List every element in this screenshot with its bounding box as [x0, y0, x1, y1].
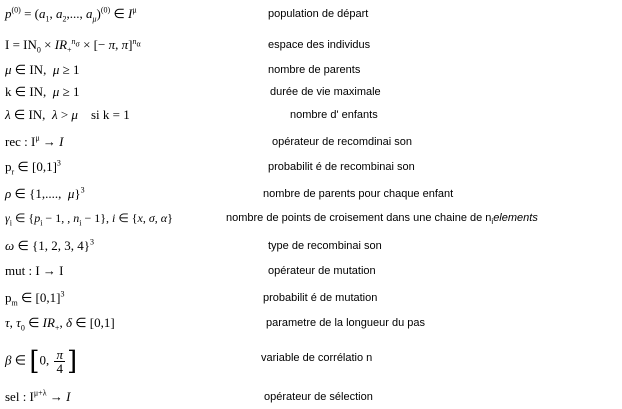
definition-row — [0, 82, 622, 102]
formula: $p_r$ ∈ $[0,1]^3$ — [5, 158, 61, 177]
description: espace des individus — [268, 39, 371, 51]
description: nombre de parents pour chaque enfant — [263, 188, 454, 200]
description: opérateur de mutation — [268, 265, 376, 277]
formula: β ∈ [0, $\frac{\pi}{4}$ ] — [5, 346, 78, 377]
description: type de recombinai son — [268, 240, 382, 252]
definition-row — [0, 346, 622, 377]
definition-row — [0, 313, 622, 333]
formula: sel : $I^{\mu+\lambda} \to I$ — [5, 388, 71, 404]
formula: $\gamma_i$ ∈ {$p_i - 1$, , $n_i - 1$}, i ∈ {x, σ, α} — [5, 211, 173, 228]
formula: $I = IN_0 \times IR_+^{n_\sigma}$ × [− π, π]$^{n_\alpha}$ — [5, 36, 141, 55]
formula: $p^{(0)} = (a_1$, $a_2$,..., $a_\mu)^{(0)}$ ∈ $I^\mu$ — [5, 5, 137, 24]
formula: mut : I → I — [5, 263, 64, 278]
description: durée de vie maximale — [270, 86, 381, 98]
formula: ω ∈ {1, 2, 3, 4}$^3$ — [5, 237, 94, 253]
definition-row — [0, 105, 622, 125]
definition-row — [0, 288, 622, 308]
description: population de départ — [268, 8, 369, 20]
description: nombre d' enfants — [290, 109, 378, 121]
description: opérateur de recomdinai son — [272, 136, 413, 148]
formula: ρ ∈ {1,...., μ}$^3$ — [5, 185, 85, 201]
description: nombre de points de croisement dans une chaine de $n_ielements$ — [226, 212, 538, 227]
definition-row — [0, 60, 622, 80]
description: opérateur de sélection — [264, 391, 373, 403]
formula: $p_m$ ∈ $[0,1]^3$ — [5, 289, 65, 308]
definition-row — [0, 184, 622, 204]
definition-row — [0, 387, 622, 407]
description: variable de corrélatio n — [261, 352, 373, 364]
formula: λ ∈ IN, λ > μ si k = 1 — [5, 107, 130, 122]
definition-row — [0, 35, 622, 55]
description: nombre de parents — [268, 64, 361, 76]
description: probabilit é de mutation — [263, 292, 378, 304]
definition-row — [0, 208, 622, 228]
definition-row — [0, 236, 622, 256]
description: probabilit é de recombinai son — [268, 161, 415, 173]
definition-row — [0, 157, 622, 177]
formula: τ, $\tau_0$ ∈ $IR_+$, δ ∈ [0,1] — [5, 315, 115, 333]
definition-row — [0, 132, 622, 152]
description: parametre de la longueur du pas — [266, 317, 425, 329]
formula: μ ∈ IN, μ ≥ 1 — [5, 62, 80, 77]
definition-row — [0, 4, 622, 24]
formula: k ∈ IN, μ ≥ 1 — [5, 84, 80, 99]
definition-row — [0, 261, 622, 281]
formula: rec : $I^\mu \to I$ — [5, 133, 64, 149]
